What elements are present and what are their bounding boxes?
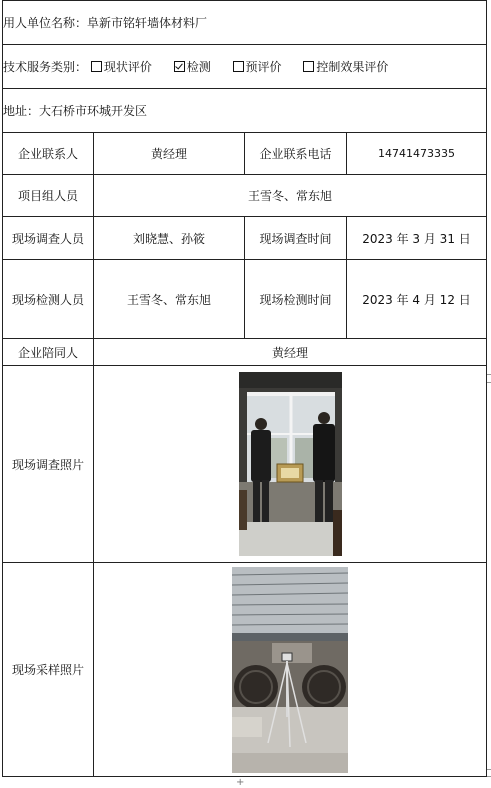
checkbox-icon[interactable]	[233, 61, 244, 72]
phone-value: 14741473335	[347, 133, 487, 175]
option-current-evaluation[interactable]	[91, 60, 152, 74]
row-escort	[3, 339, 487, 366]
form-sheet	[2, 0, 486, 778]
row-survey	[3, 217, 487, 260]
table-add-marker[interactable]: +	[236, 777, 245, 788]
row-contact	[3, 133, 487, 175]
row-service	[3, 45, 487, 89]
table-edge-tick	[487, 382, 491, 383]
option-label: 检测	[186, 60, 211, 74]
survey-label: 现场调查人员	[3, 217, 94, 260]
row-unit	[3, 1, 487, 45]
inspect-time-label: 现场检测时间	[245, 260, 347, 339]
table-edge-tick	[487, 374, 491, 375]
inspect-value: 王雪冬、常东旭	[94, 260, 245, 339]
service-label: 技术服务类别：	[3, 60, 88, 74]
survey-photo	[239, 372, 342, 556]
address-cell	[3, 89, 487, 133]
option-pre-evaluation[interactable]	[233, 60, 282, 74]
table-edge-tick	[487, 769, 491, 770]
contact-label: 企业联系人	[3, 133, 94, 175]
address-value: 大石桥市环城开发区	[39, 104, 148, 118]
unit-label: 用人单位名称：	[3, 16, 88, 30]
leader-value: 王雪冬、常东旭	[94, 175, 487, 217]
address-label: 地址：	[3, 104, 40, 118]
inspect-time: 2023 年 4 月 12 日	[347, 260, 487, 339]
record-table	[2, 0, 487, 777]
photo-sampling-label: 现场采样照片	[3, 563, 94, 777]
leader-label: 项目组人员	[3, 175, 94, 217]
option-detection[interactable]	[174, 60, 211, 74]
table-edge-tick	[487, 776, 491, 777]
option-control-effect-evaluation[interactable]	[303, 60, 388, 74]
photo-survey-cell	[94, 366, 487, 563]
inspect-label: 现场检测人员	[3, 260, 94, 339]
row-photo-survey	[3, 366, 487, 563]
row-photo-sampling	[3, 563, 487, 777]
option-label: 现状评价	[103, 60, 152, 74]
survey-time-label: 现场调查时间	[245, 217, 347, 260]
checkbox-icon[interactable]	[91, 61, 102, 72]
survey-value: 刘晓慧、孙筱	[94, 217, 245, 260]
row-leader	[3, 175, 487, 217]
contact-name: 黄经理	[94, 133, 245, 175]
unit-value: 阜新市铭轩墙体材料厂	[87, 16, 208, 30]
checkbox-checked-icon[interactable]	[174, 61, 185, 72]
row-inspect	[3, 260, 487, 339]
checkbox-icon[interactable]	[303, 61, 314, 72]
unit-cell	[3, 1, 487, 45]
survey-time: 2023 年 3 月 31 日	[347, 217, 487, 260]
photo-survey-label: 现场调查照片	[3, 366, 94, 563]
escort-label: 企业陪同人	[3, 339, 94, 366]
photo-sampling-cell	[94, 563, 487, 777]
option-label: 控制效果评价	[316, 60, 389, 74]
option-label: 预评价	[245, 60, 282, 74]
escort-value: 黄经理	[94, 339, 487, 366]
phone-label: 企业联系电话	[245, 133, 347, 175]
sampling-photo	[232, 567, 348, 773]
service-cell	[3, 45, 487, 89]
row-address	[3, 89, 487, 133]
